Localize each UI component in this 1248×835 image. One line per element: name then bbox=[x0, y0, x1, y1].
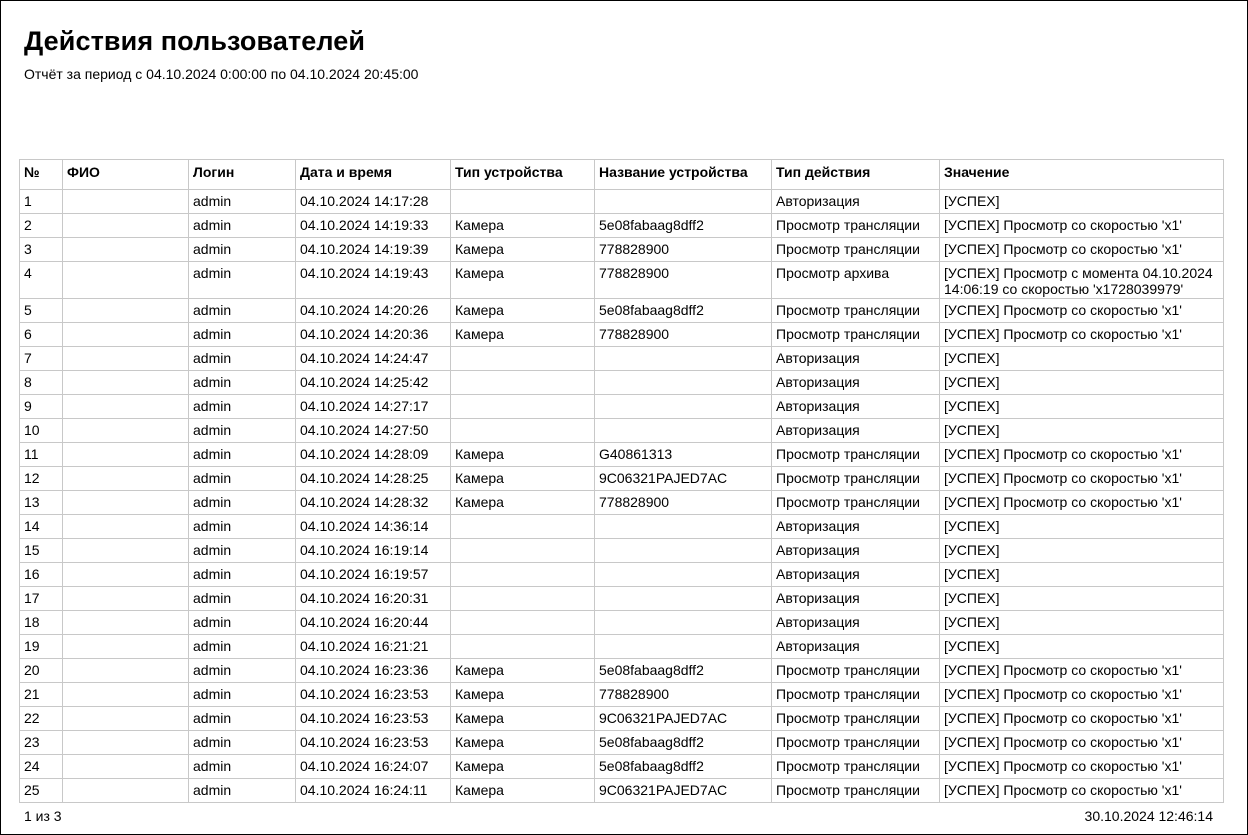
cell-device-type bbox=[451, 395, 595, 419]
cell-action-type: Авторизация bbox=[772, 395, 940, 419]
cell-device-type bbox=[451, 587, 595, 611]
cell-datetime: 04.10.2024 16:19:14 bbox=[296, 539, 451, 563]
cell-login: admin bbox=[189, 515, 296, 539]
cell-value: [УСПЕХ] Просмотр со скоростью 'x1' bbox=[940, 659, 1224, 683]
cell-login: admin bbox=[189, 659, 296, 683]
table-row bbox=[20, 262, 1224, 299]
cell-fullname bbox=[63, 635, 189, 659]
cell-number: 16 bbox=[20, 563, 63, 587]
cell-device-type: Камера bbox=[451, 323, 595, 347]
cell-number: 18 bbox=[20, 611, 63, 635]
cell-datetime: 04.10.2024 16:19:57 bbox=[296, 563, 451, 587]
cell-value: [УСПЕХ] Просмотр со скоростью 'x1' bbox=[940, 323, 1224, 347]
cell-datetime: 04.10.2024 14:28:32 bbox=[296, 491, 451, 515]
cell-action-type: Авторизация bbox=[772, 371, 940, 395]
table-row bbox=[20, 419, 1224, 443]
cell-action-type: Авторизация bbox=[772, 563, 940, 587]
cell-action-type: Авторизация bbox=[772, 611, 940, 635]
cell-action-type: Просмотр трансляции bbox=[772, 467, 940, 491]
report-period: Отчёт за период с 04.10.2024 0:00:00 по 04.10.2024 20:45:00 bbox=[24, 66, 419, 82]
column-header-device-type: Тип устройства bbox=[451, 160, 595, 190]
cell-fullname bbox=[63, 395, 189, 419]
cell-action-type: Просмотр трансляции bbox=[772, 731, 940, 755]
cell-number: 12 bbox=[20, 467, 63, 491]
cell-login: admin bbox=[189, 467, 296, 491]
cell-datetime: 04.10.2024 14:28:25 bbox=[296, 467, 451, 491]
cell-device-type bbox=[451, 515, 595, 539]
column-header-datetime: Дата и время bbox=[296, 160, 451, 190]
table-row bbox=[20, 707, 1224, 731]
cell-action-type: Просмотр трансляции bbox=[772, 238, 940, 262]
cell-device-name: 778828900 bbox=[595, 323, 772, 347]
table-row bbox=[20, 347, 1224, 371]
cell-action-type: Авторизация bbox=[772, 515, 940, 539]
cell-number: 3 bbox=[20, 238, 63, 262]
cell-datetime: 04.10.2024 16:20:31 bbox=[296, 587, 451, 611]
cell-login: admin bbox=[189, 611, 296, 635]
cell-device-type bbox=[451, 611, 595, 635]
cell-login: admin bbox=[189, 683, 296, 707]
cell-action-type: Просмотр трансляции bbox=[772, 707, 940, 731]
cell-datetime: 04.10.2024 14:28:09 bbox=[296, 443, 451, 467]
cell-device-type bbox=[451, 371, 595, 395]
cell-device-type bbox=[451, 635, 595, 659]
cell-device-name bbox=[595, 371, 772, 395]
cell-number: 9 bbox=[20, 395, 63, 419]
cell-datetime: 04.10.2024 14:19:43 bbox=[296, 262, 451, 299]
cell-fullname bbox=[63, 443, 189, 467]
cell-value: [УСПЕХ] Просмотр со скоростью 'x1' bbox=[940, 467, 1224, 491]
cell-login: admin bbox=[189, 371, 296, 395]
cell-login: admin bbox=[189, 563, 296, 587]
cell-device-type: Камера bbox=[451, 779, 595, 803]
table-row bbox=[20, 635, 1224, 659]
cell-login: admin bbox=[189, 539, 296, 563]
cell-login: admin bbox=[189, 238, 296, 262]
cell-value: [УСПЕХ] bbox=[940, 371, 1224, 395]
cell-action-type: Просмотр трансляции bbox=[772, 443, 940, 467]
table-body bbox=[20, 190, 1224, 803]
cell-value: [УСПЕХ] bbox=[940, 587, 1224, 611]
table-row bbox=[20, 238, 1224, 262]
cell-value: [УСПЕХ] bbox=[940, 395, 1224, 419]
cell-value: [УСПЕХ] bbox=[940, 190, 1224, 214]
cell-datetime: 04.10.2024 14:25:42 bbox=[296, 371, 451, 395]
cell-login: admin bbox=[189, 214, 296, 238]
table-row bbox=[20, 659, 1224, 683]
table-row bbox=[20, 190, 1224, 214]
cell-number: 4 bbox=[20, 262, 63, 299]
cell-action-type: Авторизация bbox=[772, 539, 940, 563]
cell-value: [УСПЕХ] Просмотр со скоростью 'x1' bbox=[940, 299, 1224, 323]
cell-number: 24 bbox=[20, 755, 63, 779]
cell-login: admin bbox=[189, 587, 296, 611]
cell-value: [УСПЕХ] Просмотр со скоростью 'x1' bbox=[940, 731, 1224, 755]
cell-number: 13 bbox=[20, 491, 63, 515]
cell-device-type: Камера bbox=[451, 491, 595, 515]
table-row bbox=[20, 755, 1224, 779]
cell-device-type: Камера bbox=[451, 214, 595, 238]
cell-number: 6 bbox=[20, 323, 63, 347]
cell-device-type: Камера bbox=[451, 443, 595, 467]
cell-fullname bbox=[63, 491, 189, 515]
column-header-action-type: Тип действия bbox=[772, 160, 940, 190]
table-row bbox=[20, 731, 1224, 755]
cell-fullname bbox=[63, 683, 189, 707]
cell-login: admin bbox=[189, 755, 296, 779]
cell-datetime: 04.10.2024 14:20:36 bbox=[296, 323, 451, 347]
cell-value: [УСПЕХ] Просмотр со скоростью 'x1' bbox=[940, 779, 1224, 803]
cell-fullname bbox=[63, 563, 189, 587]
cell-login: admin bbox=[189, 347, 296, 371]
cell-action-type: Просмотр трансляции bbox=[772, 659, 940, 683]
cell-device-type: Камера bbox=[451, 238, 595, 262]
cell-value: [УСПЕХ] Просмотр со скоростью 'x1' bbox=[940, 683, 1224, 707]
cell-datetime: 04.10.2024 16:20:44 bbox=[296, 611, 451, 635]
cell-number: 2 bbox=[20, 214, 63, 238]
table-row bbox=[20, 214, 1224, 238]
cell-datetime: 04.10.2024 14:20:26 bbox=[296, 299, 451, 323]
cell-device-name: 5e08fabaag8dff2 bbox=[595, 299, 772, 323]
cell-fullname bbox=[63, 731, 189, 755]
table-row bbox=[20, 683, 1224, 707]
cell-device-name bbox=[595, 635, 772, 659]
cell-device-type: Камера bbox=[451, 755, 595, 779]
page-counter: 1 из 3 bbox=[24, 808, 62, 824]
cell-device-name: 778828900 bbox=[595, 683, 772, 707]
cell-device-type: Камера bbox=[451, 731, 595, 755]
cell-value: [УСПЕХ] Просмотр со скоростью 'x1' bbox=[940, 491, 1224, 515]
cell-number: 5 bbox=[20, 299, 63, 323]
cell-device-type bbox=[451, 190, 595, 214]
cell-device-name bbox=[595, 515, 772, 539]
cell-fullname bbox=[63, 262, 189, 299]
cell-fullname bbox=[63, 467, 189, 491]
cell-fullname bbox=[63, 371, 189, 395]
cell-value: [УСПЕХ] Просмотр со скоростью 'x1' bbox=[940, 443, 1224, 467]
cell-number: 11 bbox=[20, 443, 63, 467]
cell-number: 21 bbox=[20, 683, 63, 707]
cell-device-name bbox=[595, 347, 772, 371]
cell-value: [УСПЕХ] bbox=[940, 419, 1224, 443]
cell-action-type: Просмотр трансляции bbox=[772, 779, 940, 803]
cell-fullname bbox=[63, 323, 189, 347]
cell-action-type: Просмотр трансляции bbox=[772, 299, 940, 323]
cell-login: admin bbox=[189, 779, 296, 803]
cell-device-type: Камера bbox=[451, 262, 595, 299]
cell-login: admin bbox=[189, 262, 296, 299]
table-row bbox=[20, 563, 1224, 587]
cell-device-name: G40861313 bbox=[595, 443, 772, 467]
cell-device-name bbox=[595, 587, 772, 611]
cell-fullname bbox=[63, 347, 189, 371]
cell-value: [УСПЕХ] bbox=[940, 611, 1224, 635]
cell-value: [УСПЕХ] bbox=[940, 635, 1224, 659]
cell-action-type: Просмотр трансляции bbox=[772, 214, 940, 238]
cell-fullname bbox=[63, 659, 189, 683]
generated-timestamp: 30.10.2024 12:46:14 bbox=[1084, 808, 1213, 824]
cell-device-name bbox=[595, 419, 772, 443]
cell-login: admin bbox=[189, 323, 296, 347]
cell-action-type: Просмотр трансляции bbox=[772, 323, 940, 347]
cell-datetime: 04.10.2024 14:19:33 bbox=[296, 214, 451, 238]
table-row bbox=[20, 467, 1224, 491]
column-header-value: Значение bbox=[940, 160, 1224, 190]
cell-device-type: Камера bbox=[451, 467, 595, 491]
cell-action-type: Авторизация bbox=[772, 419, 940, 443]
cell-login: admin bbox=[189, 707, 296, 731]
column-header-device-name: Название устройства bbox=[595, 160, 772, 190]
cell-device-type bbox=[451, 539, 595, 563]
cell-device-name: 778828900 bbox=[595, 491, 772, 515]
cell-device-type: Камера bbox=[451, 299, 595, 323]
cell-fullname bbox=[63, 238, 189, 262]
cell-number: 22 bbox=[20, 707, 63, 731]
cell-device-name bbox=[595, 190, 772, 214]
cell-value: [УСПЕХ] Просмотр со скоростью 'x1' bbox=[940, 755, 1224, 779]
cell-device-name: 5e08fabaag8dff2 bbox=[595, 659, 772, 683]
cell-device-type: Камера bbox=[451, 683, 595, 707]
cell-value: [УСПЕХ] Просмотр с момента 04.10.2024 14:06:19 со скоростью 'x1728039979' bbox=[940, 262, 1224, 299]
column-header-fullname: ФИО bbox=[63, 160, 189, 190]
cell-number: 15 bbox=[20, 539, 63, 563]
cell-action-type: Просмотр трансляции bbox=[772, 491, 940, 515]
cell-fullname bbox=[63, 707, 189, 731]
cell-number: 14 bbox=[20, 515, 63, 539]
cell-number: 7 bbox=[20, 347, 63, 371]
cell-datetime: 04.10.2024 14:27:50 bbox=[296, 419, 451, 443]
cell-login: admin bbox=[189, 395, 296, 419]
cell-device-name: 9C06321PAJED7AC bbox=[595, 779, 772, 803]
cell-device-name: 778828900 bbox=[595, 262, 772, 299]
cell-login: admin bbox=[189, 299, 296, 323]
cell-value: [УСПЕХ] bbox=[940, 347, 1224, 371]
cell-login: admin bbox=[189, 635, 296, 659]
page-title: Действия пользователей bbox=[24, 26, 366, 56]
cell-device-name: 5e08fabaag8dff2 bbox=[595, 755, 772, 779]
cell-value: [УСПЕХ] bbox=[940, 515, 1224, 539]
cell-datetime: 04.10.2024 16:21:21 bbox=[296, 635, 451, 659]
cell-value: [УСПЕХ] Просмотр со скоростью 'x1' bbox=[940, 214, 1224, 238]
cell-fullname bbox=[63, 539, 189, 563]
cell-fullname bbox=[63, 190, 189, 214]
table-row bbox=[20, 299, 1224, 323]
column-header-login: Логин bbox=[189, 160, 296, 190]
cell-device-name bbox=[595, 539, 772, 563]
table-row bbox=[20, 371, 1224, 395]
cell-fullname bbox=[63, 515, 189, 539]
cell-device-type bbox=[451, 419, 595, 443]
cell-number: 25 bbox=[20, 779, 63, 803]
cell-device-name: 9C06321PAJED7AC bbox=[595, 707, 772, 731]
table-row bbox=[20, 515, 1224, 539]
cell-number: 17 bbox=[20, 587, 63, 611]
cell-device-type: Камера bbox=[451, 659, 595, 683]
table-row bbox=[20, 539, 1224, 563]
cell-login: admin bbox=[189, 419, 296, 443]
cell-datetime: 04.10.2024 16:23:53 bbox=[296, 707, 451, 731]
cell-number: 19 bbox=[20, 635, 63, 659]
cell-datetime: 04.10.2024 14:19:39 bbox=[296, 238, 451, 262]
cell-fullname bbox=[63, 611, 189, 635]
cell-device-name: 5e08fabaag8dff2 bbox=[595, 731, 772, 755]
cell-login: admin bbox=[189, 491, 296, 515]
cell-device-name bbox=[595, 563, 772, 587]
table-row bbox=[20, 587, 1224, 611]
table-row bbox=[20, 611, 1224, 635]
cell-action-type: Просмотр трансляции bbox=[772, 755, 940, 779]
cell-value: [УСПЕХ] bbox=[940, 539, 1224, 563]
cell-value: [УСПЕХ] Просмотр со скоростью 'x1' bbox=[940, 238, 1224, 262]
cell-action-type: Авторизация bbox=[772, 347, 940, 371]
cell-fullname bbox=[63, 587, 189, 611]
cell-datetime: 04.10.2024 14:17:28 bbox=[296, 190, 451, 214]
cell-value: [УСПЕХ] bbox=[940, 563, 1224, 587]
cell-fullname bbox=[63, 214, 189, 238]
cell-number: 20 bbox=[20, 659, 63, 683]
cell-login: admin bbox=[189, 190, 296, 214]
cell-number: 8 bbox=[20, 371, 63, 395]
cell-number: 23 bbox=[20, 731, 63, 755]
cell-device-name bbox=[595, 395, 772, 419]
cell-action-type: Авторизация bbox=[772, 190, 940, 214]
cell-number: 1 bbox=[20, 190, 63, 214]
cell-datetime: 04.10.2024 16:23:53 bbox=[296, 683, 451, 707]
cell-datetime: 04.10.2024 14:36:14 bbox=[296, 515, 451, 539]
cell-device-type bbox=[451, 347, 595, 371]
cell-action-type: Просмотр архива bbox=[772, 262, 940, 299]
table-row bbox=[20, 443, 1224, 467]
cell-action-type: Авторизация bbox=[772, 635, 940, 659]
table-row bbox=[20, 323, 1224, 347]
cell-action-type: Просмотр трансляции bbox=[772, 683, 940, 707]
cell-fullname bbox=[63, 299, 189, 323]
table-header-row bbox=[20, 160, 1224, 190]
table-row bbox=[20, 779, 1224, 803]
cell-fullname bbox=[63, 755, 189, 779]
cell-device-type bbox=[451, 563, 595, 587]
actions-table bbox=[19, 159, 1224, 803]
cell-device-name: 5e08fabaag8dff2 bbox=[595, 214, 772, 238]
cell-login: admin bbox=[189, 443, 296, 467]
cell-device-type: Камера bbox=[451, 707, 595, 731]
cell-datetime: 04.10.2024 16:24:07 bbox=[296, 755, 451, 779]
cell-datetime: 04.10.2024 14:27:17 bbox=[296, 395, 451, 419]
cell-value: [УСПЕХ] Просмотр со скоростью 'x1' bbox=[940, 707, 1224, 731]
cell-device-name: 778828900 bbox=[595, 238, 772, 262]
cell-datetime: 04.10.2024 16:24:11 bbox=[296, 779, 451, 803]
cell-action-type: Авторизация bbox=[772, 587, 940, 611]
cell-number: 10 bbox=[20, 419, 63, 443]
cell-device-name bbox=[595, 611, 772, 635]
cell-login: admin bbox=[189, 731, 296, 755]
cell-device-name: 9C06321PAJED7AC bbox=[595, 467, 772, 491]
cell-datetime: 04.10.2024 16:23:53 bbox=[296, 731, 451, 755]
cell-fullname bbox=[63, 779, 189, 803]
cell-datetime: 04.10.2024 16:23:36 bbox=[296, 659, 451, 683]
cell-fullname bbox=[63, 419, 189, 443]
cell-datetime: 04.10.2024 14:24:47 bbox=[296, 347, 451, 371]
table-row bbox=[20, 491, 1224, 515]
table-row bbox=[20, 395, 1224, 419]
column-header-number: № bbox=[20, 160, 63, 190]
